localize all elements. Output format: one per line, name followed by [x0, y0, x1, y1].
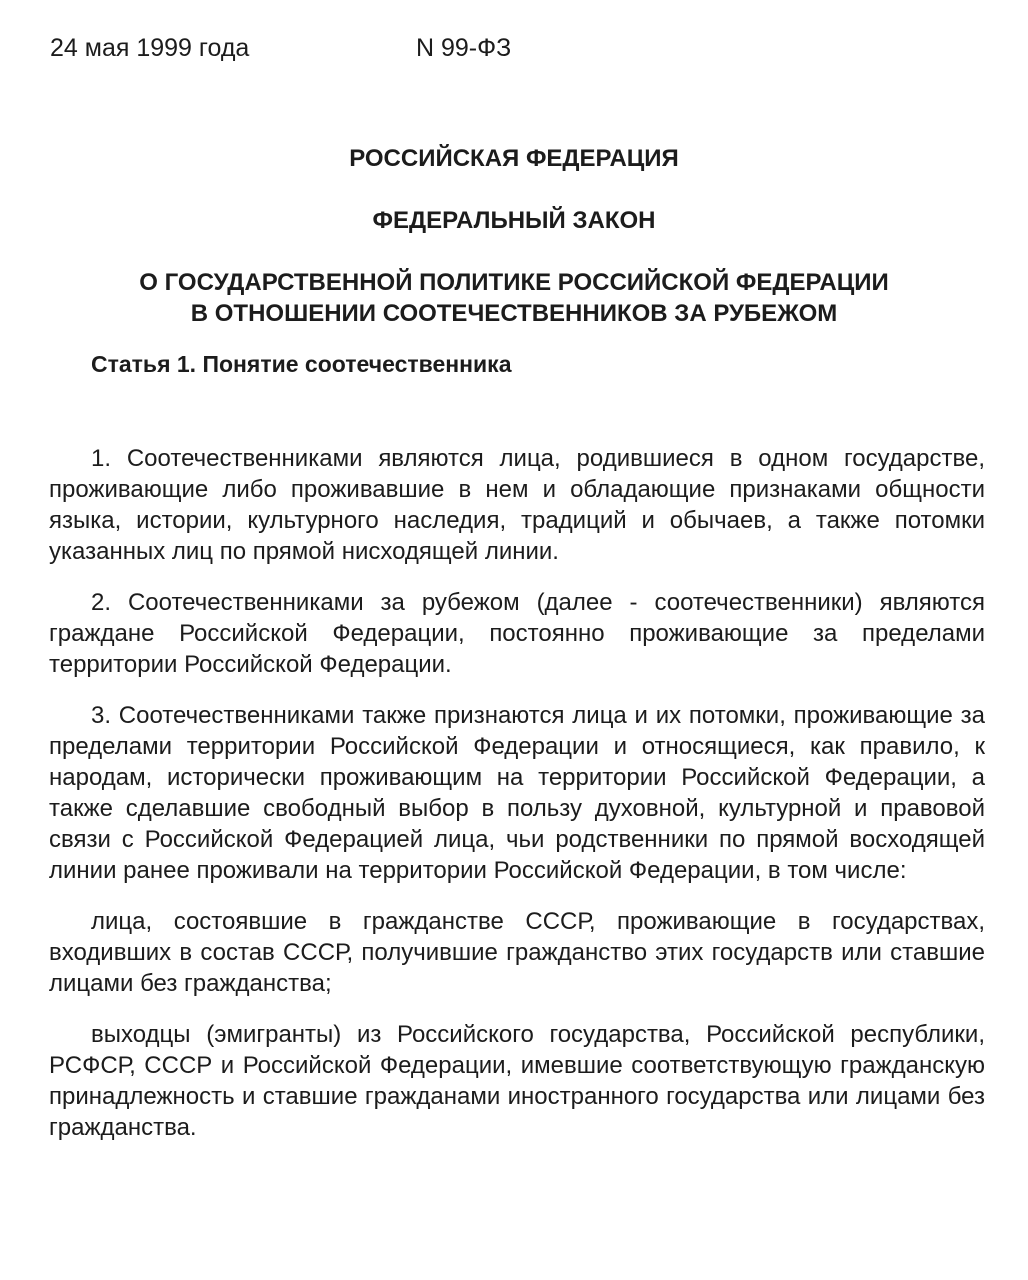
law-title — [0, 267, 1028, 329]
article-paragraph-4: лица, состоявшие в гражданстве СССР, проживающие в государствах, входивших в состав СССР, получившие гражданство этих государств или ставшие лицами без гражданства; — [49, 908, 985, 997]
article-paragraph-5: выходцы (эмигранты) из Российского государства, Российской республики, РСФСР, СССР и Российской Федерации, имевшие соответствующую гражданскую принадлежность и ставшие гражданами иностранного государства или лицами без гражданства. — [49, 1021, 985, 1141]
article-paragraph-1: 1. Соотечественниками являются лица, родившиеся в одном государстве, проживающие либо проживавшие в нем и обладающие признаками общности языка, истории, культурного наследия, традиций и обычаев, а также потомки указанных лиц по прямой нисходящей линии. — [49, 445, 985, 565]
law-type-heading: ФЕДЕРАЛЬНЫЙ ЗАКОН — [372, 207, 656, 234]
law-title-line-2: В ОТНОШЕНИИ СООТЕЧЕСТВЕННИКОВ ЗА РУБЕЖОМ — [190, 300, 838, 327]
document-meta — [50, 30, 980, 66]
article-paragraph-3: 3. Соотечественниками также признаются лица и их потомки, проживающие за пределами территории Российской Федерации и относящиеся, как правило, к народам, исторически проживающим на территории Российской Федерации, а также сделавшие свободный выбор в пользу духовной, культурной и правовой связи с Российской Федерацией лица, чьи родственники по прямой восходящей линии ранее проживали на территории Российской Федерации, в том числе: — [49, 702, 985, 884]
law-number: N 99-ФЗ — [416, 34, 512, 62]
article-paragraph-2: 2. Соотечественниками за рубежом (далее - соотечественники) являются граждане Российской Федерации, постоянно проживающие за пределами территории Российской Федерации. — [49, 589, 985, 678]
law-title-line-1: О ГОСУДАРСТВЕННОЙ ПОЛИТИКЕ РОССИЙСКОЙ ФЕДЕРАЦИИ — [139, 269, 889, 296]
article-title: Статья 1. Понятие соотечественника — [91, 351, 512, 377]
law-date: 24 мая 1999 года — [50, 34, 250, 62]
country-heading: РОССИЙСКАЯ ФЕДЕРАЦИЯ — [349, 145, 679, 172]
article-body — [49, 443, 985, 1143]
